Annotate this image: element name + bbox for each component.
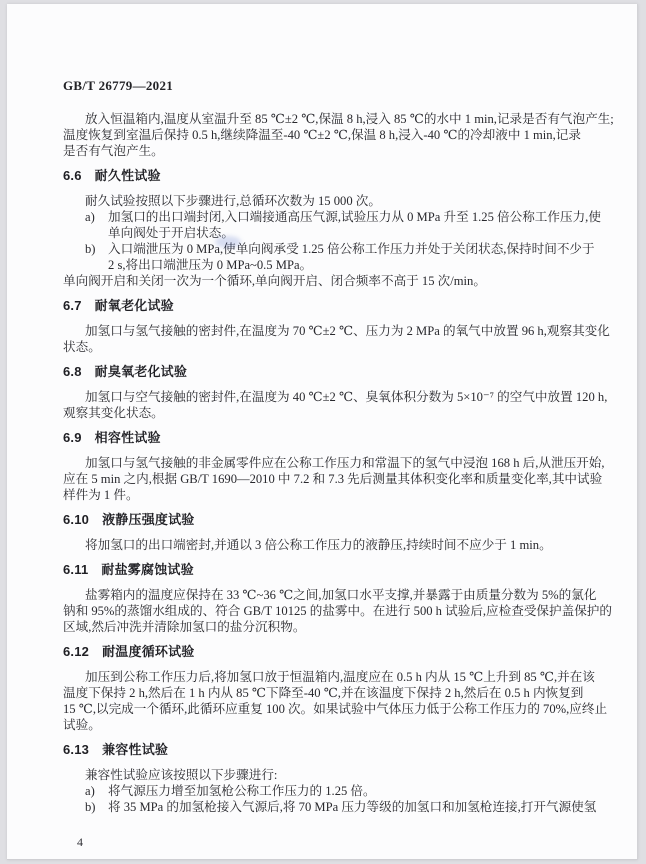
list-item-marker: b): [85, 242, 96, 256]
text-line: 入口端泄压为 0 MPa,使单向阀承受 1.25 倍公称工作压力并处于关闭状态,保持时间不少于: [108, 242, 595, 256]
section-heading: [63, 511, 589, 528]
text-line: 状态。: [63, 340, 101, 354]
text-line: 区域,然后冲洗并清除加氢口的盐分沉积物。: [63, 620, 306, 634]
paragraph: [63, 537, 589, 553]
section-title: 耐氧老化试验: [94, 298, 174, 313]
text-line: 盐雾箱内的温度应保持在 33 ℃~36 ℃之间,加氢口水平支撑,并暴露于由质量分数为 5%的氯化: [85, 588, 597, 602]
section-title: 相容性试验: [94, 430, 161, 445]
section-number: 6.10: [63, 512, 90, 527]
section-number: 6.8: [63, 364, 82, 379]
flush-paragraph: [63, 273, 589, 289]
section-number: 6.13: [63, 742, 90, 757]
text-line: 耐久试验按照以下步骤进行,总循环次数为 15 000 次。: [85, 194, 381, 208]
paragraph: [63, 193, 589, 209]
list-item: [63, 241, 595, 273]
paragraph: [63, 767, 589, 783]
text-line: 加氢口与氢气接触的密封件,在温度为 70 ℃±2 ℃、压力为 2 MPa 的氧气中放置 96 h,观察其变化: [85, 324, 610, 338]
section-heading: [63, 643, 589, 660]
text-line: 加压到公称工作压力后,将加氢口放于恒温箱内,温度应在 0.5 h 内从 15 ℃上升到 85 ℃,并在该: [85, 670, 595, 684]
paragraph: [63, 389, 608, 421]
section-number: 6.11: [63, 562, 89, 577]
section-number: 6.9: [63, 430, 82, 445]
section-heading: [63, 167, 589, 184]
section-title: 耐久性试验: [94, 168, 161, 183]
text-line: 15 ℃,以完成一个循环,此循环应重复 100 次。如果试验中气体压力低于公称工作压力的 70%,应终止: [63, 702, 608, 716]
paragraph: [63, 669, 608, 733]
section-title: 兼容性试验: [102, 742, 169, 757]
page-content: [63, 78, 614, 815]
section-number: 6.7: [63, 298, 82, 313]
page-paper: [7, 4, 638, 860]
paragraph: [63, 455, 605, 503]
section-title: 耐盐雾腐蚀试验: [101, 562, 194, 577]
section-title: 液静压强度试验: [102, 512, 195, 527]
paragraph: [63, 111, 614, 159]
section-heading: [63, 363, 589, 380]
text-line: 放入恒温箱内,温度从室温升至 85 ℃±2 ℃,保温 8 h,浸入 85 ℃的水中 1 min,记录是否有气泡产生;: [85, 112, 614, 126]
text-line: 加氢口的出口端封闭,入口端接通高压气源,试验压力从 0 MPa 升至 1.25 倍公称工作压力,使: [108, 210, 601, 224]
text-line: 观察其变化状态。: [63, 406, 164, 420]
list-item: [63, 209, 601, 241]
text-line: 加氢口与氢气接触的非金属零件应在公称工作压力和常温下的氢气中浸泡 168 h 后,从泄压开始,: [85, 456, 605, 470]
list-item: [63, 799, 597, 815]
text-line: 是否有气泡产生。: [63, 144, 164, 158]
section-heading: [63, 741, 589, 758]
paragraph: [63, 323, 610, 355]
paragraph: [63, 587, 612, 635]
text-line: 单向阀处于开启状态。: [108, 226, 234, 240]
text-line: 温度恢复到室温后保持 0.5 h,继续降温至-40 ℃±2 ℃,保温 8 h,浸入-40 ℃的冷却液中 1 min,记录: [63, 128, 581, 142]
text-line: 兼容性试验应该按照以下步骤进行:: [85, 768, 278, 782]
section-number: 6.6: [63, 168, 82, 183]
section-title: 耐臭氧老化试验: [94, 364, 188, 379]
list-item-marker: a): [85, 210, 95, 224]
section-heading: [63, 297, 589, 314]
document-body: [63, 111, 614, 815]
text-line: 试验。: [63, 718, 101, 732]
list-item-marker: a): [85, 784, 95, 798]
text-line: 将加氢口的出口端密封,并通以 3 倍公称工作压力的液静压,持续时间不应少于 1 min。: [85, 538, 552, 552]
section-heading: [63, 429, 589, 446]
section-number: 6.12: [63, 644, 90, 659]
section-title: 耐温度循环试验: [102, 644, 195, 659]
page-number: 4: [77, 835, 83, 849]
text-line: 加氢口与空气接触的密封件,在温度为 40 ℃±2 ℃、臭氧体积分数为 5×10⁻⁷ 的空气中放置 120 h,: [85, 390, 608, 404]
text-line: 将 35 MPa 的加氢枪接入气源后,将 70 MPa 压力等级的加氢口和加氢枪连接,打开气源使氢: [108, 800, 597, 814]
list-item-marker: b): [85, 800, 96, 814]
text-line: 2 s,将出口端泄压为 0 MPa~0.5 MPa。: [108, 258, 313, 272]
text-line: 应在 5 min 之内,根据 GB/T 1690—2010 中 7.2 和 7.3 先后测量其体积变化率和质量变化率,其中试验: [63, 472, 603, 486]
text-line: 将气源压力增至加氢枪公称工作压力的 1.25 倍。: [108, 784, 376, 798]
list-item: [63, 783, 589, 799]
section-heading: [63, 561, 589, 578]
doc-number: GB/T 26779—2021: [63, 78, 174, 93]
text-line: 钠和 95%的蒸馏水组成的、符合 GB/T 10125 的盐雾中。在进行 500 h 试验后,应检查受保护盖保护的: [63, 604, 612, 618]
text-line: 单向阀开启和关闭一次为一个循环,单向阀开启、闭合频率不高于 15 次/min。: [63, 274, 486, 288]
text-line: 样件为 1 件。: [63, 488, 139, 502]
text-line: 温度下保持 2 h,然后在 1 h 内从 85 ℃下降至-40 ℃,并在该温度下保持 2 h,然后在 0.5 h 内恢复到: [63, 686, 584, 700]
